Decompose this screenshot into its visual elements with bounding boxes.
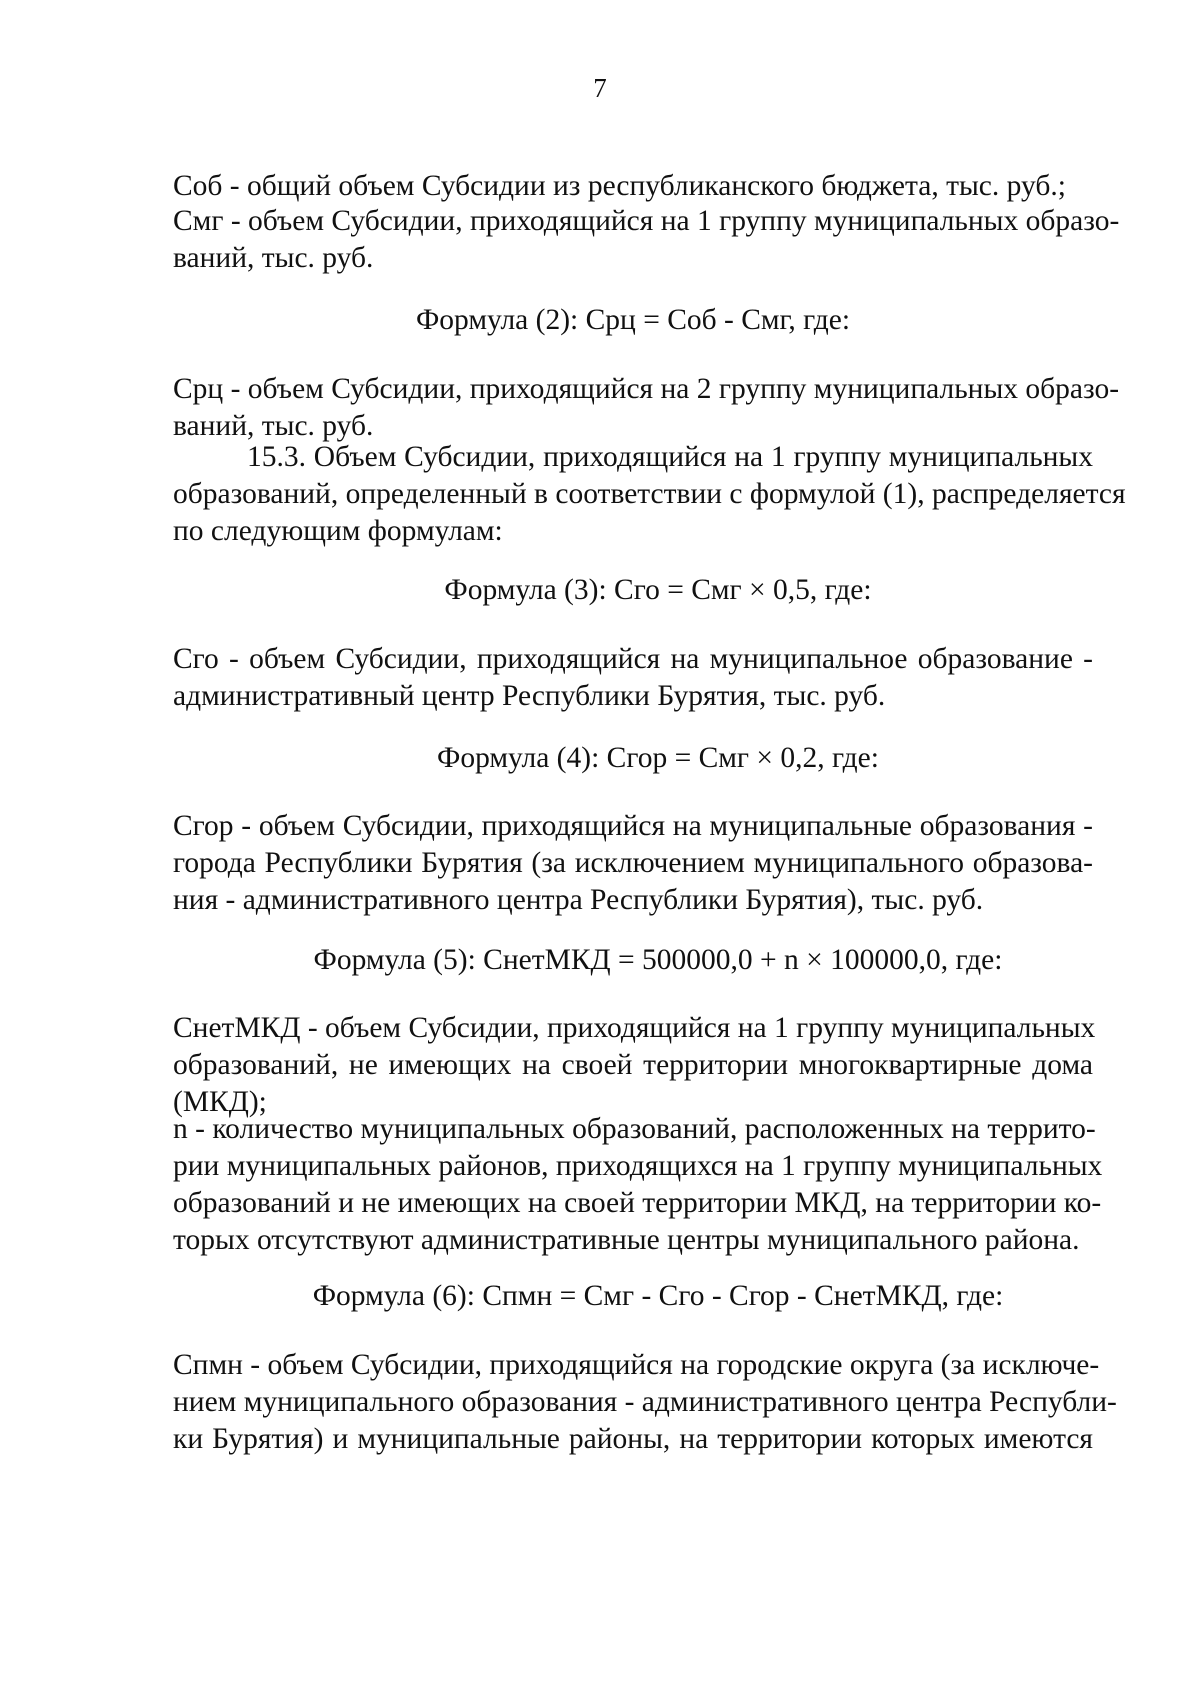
definition-srts [173,371,1120,445]
definition-snetmkd [173,1010,1096,1121]
section-15-3 [173,439,1126,550]
text-line: образований, определенный в соответствии с формулой (1), распределяется [173,478,1126,510]
text-line: Срц - объем Субсидии, приходящийся на 2 группу муниципальных образо- [173,373,1120,405]
text-line: административный центр Республики Бурятия, тыс. руб. [173,680,886,712]
text-line: по следующим формулам: [173,515,503,547]
formula-5: Формула (5): СнетМКД = 500000,0 + n × 100000,0, где: [313,944,1003,976]
definition-sob [173,168,1093,205]
text-line: n - количество муниципальных образований, расположенных на террито- [173,1113,1096,1145]
text-line: СнетМКД - объем Субсидии, приходящийся на 1 группу муниципальных [173,1012,1096,1044]
text-line: Смг - объем Субсидии, приходящийся на 1 группу муниципальных образо- [173,205,1120,237]
definition-sgor [173,808,1093,919]
definition-smg [173,203,1120,277]
formula-6: Формула (6): Спмн = Смг - Сго - Сгор - СнетМКД, где: [312,1280,1004,1312]
formula-2: Формула (2): Срц = Соб - Смг, где: [415,304,851,336]
text-line: образований и не имеющих на своей территории МКД, на территории ко- [173,1187,1102,1219]
text-line: (МКД); [173,1086,267,1118]
text-line: города Республики Бурятия (за исключением муниципального образова- [173,847,1093,879]
page-number: 7 [593,73,607,103]
text-line: Спмн - объем Субсидии, приходящийся на городские округа (за исключе- [173,1349,1100,1381]
text-line: торых отсутствуют административные центры муниципального района. [173,1224,1080,1256]
text-line: ваний, тыс. руб. [173,410,374,442]
text-line: рии муниципальных районов, приходящихся на 1 группу муниципальных [173,1150,1103,1182]
text-line: Соб - общий объем Субсидии из республиканского бюджета, тыс. руб.; [173,170,1066,202]
text-line: ваний, тыс. руб. [173,242,374,274]
formula-4: Формула (4): Сгор = Смг × 0,2, где: [437,742,879,774]
formula-3: Формула (3): Сго = Смг × 0,5, где: [444,574,872,606]
text-line: нием муниципального образования - административного центра Республи- [173,1386,1117,1418]
text-line: образований, не имеющих на своей территории многоквартирные дома [173,1049,1093,1081]
definition-n [173,1111,1103,1259]
definition-sgo [173,641,1093,715]
text-line: Сго - объем Субсидии, приходящийся на муниципальное образование - [173,643,1093,675]
text-line: 15.3. Объем Субсидии, приходящийся на 1 группу муниципальных [247,441,1093,473]
definition-spmn [173,1347,1117,1458]
text-line: Сгор - объем Субсидии, приходящийся на муниципальные образования - [173,810,1093,842]
text-line: ки Бурятия) и муниципальные районы, на территории которых имеются [173,1423,1093,1455]
text-line: ния - административного центра Республики Бурятия), тыс. руб. [173,884,984,916]
